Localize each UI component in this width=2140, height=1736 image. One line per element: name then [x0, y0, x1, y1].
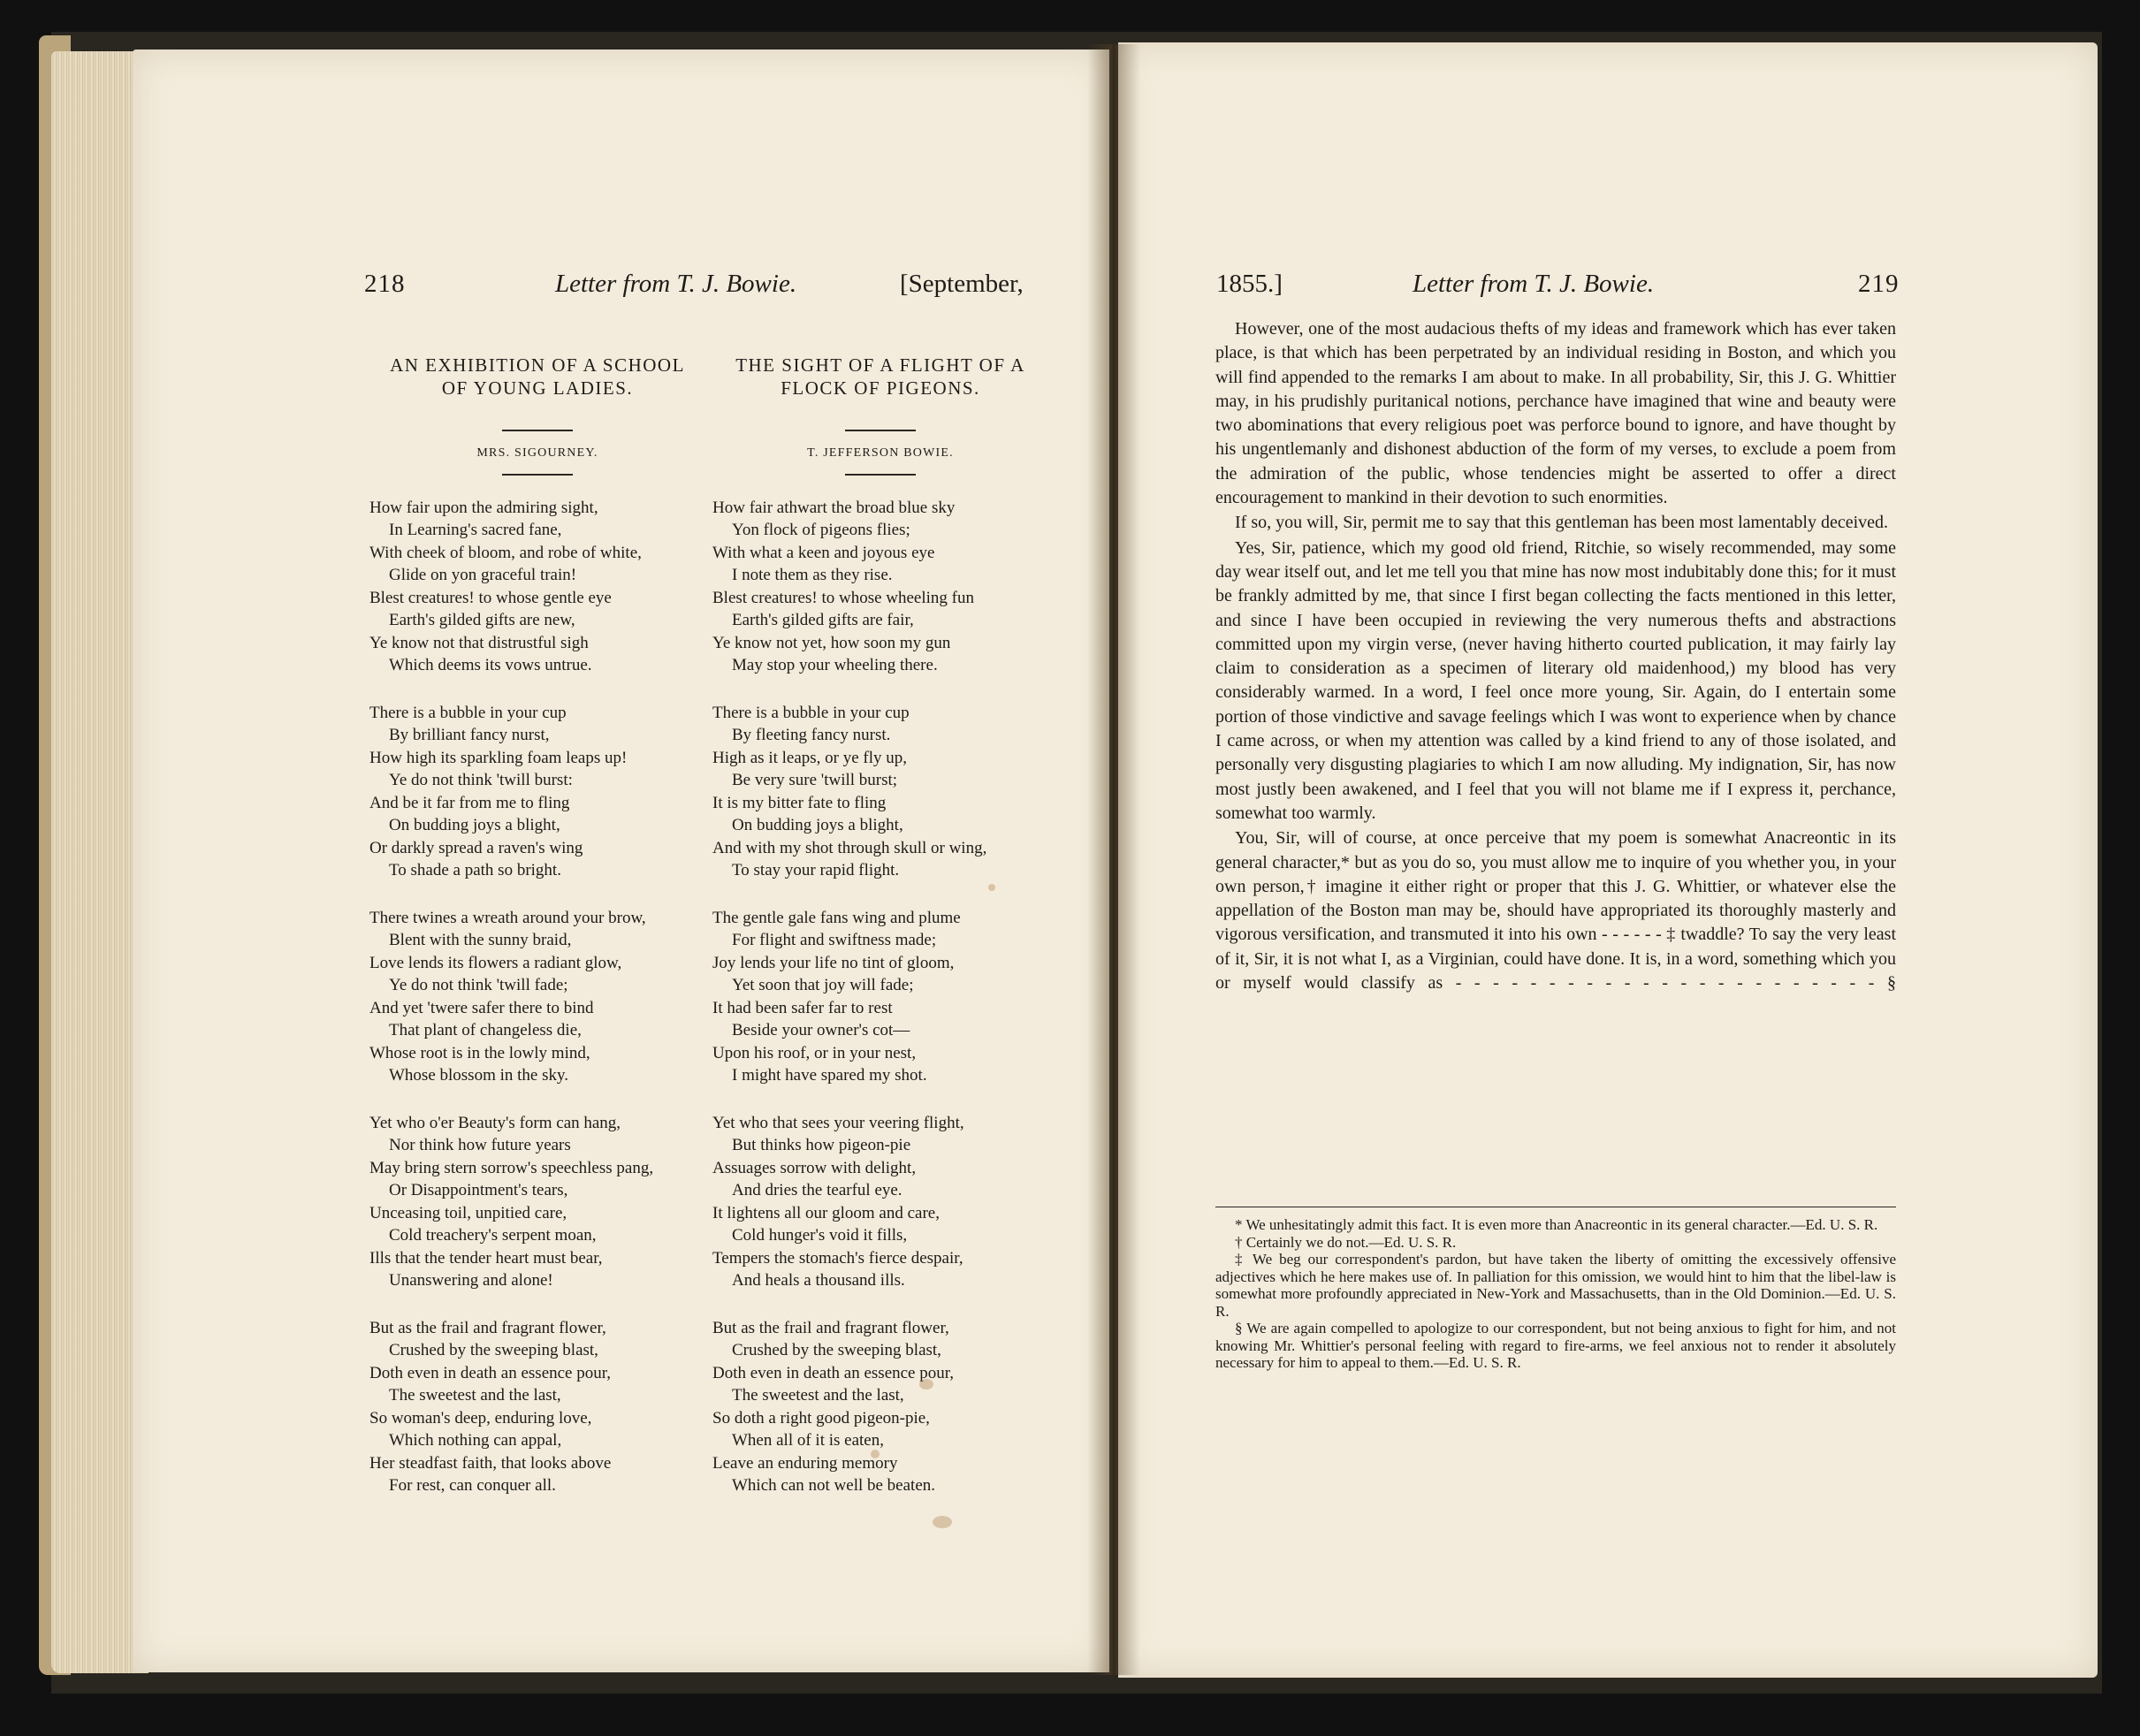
poem-title-line-2: OF YOUNG LADIES. [441, 377, 634, 399]
page-number-right: 219 [1858, 270, 1900, 298]
poem-stanzas [712, 497, 1048, 1497]
stanza [369, 497, 705, 677]
poem-line: When all of it is eaten, [732, 1431, 884, 1450]
poem-bowie [712, 354, 1048, 1522]
poem-line: The gentle gale fans wing and plume [712, 908, 961, 927]
page-number-left: 218 [364, 270, 406, 298]
poem-line: Ye know not yet, how soon my gun [712, 633, 951, 652]
poem-line: Assuages sorrow with delight, [712, 1158, 917, 1177]
poem-line: By fleeting fancy nurst. [732, 726, 891, 744]
footnote: ‡ We beg our correspondent's pardon, but have taken the liberty of omitting the excessively offensive adjectives which he here makes use of. In palliation for this omission, we would hint to him that the libel-law is somewhat more profoundly appreciated in New-York and Massachusetts, than in the Old Dominion.—Ed. U. S. R. [1215, 1251, 1896, 1320]
foxing-spot [919, 1379, 933, 1390]
poem-line: And heals a thousand ills. [732, 1271, 905, 1290]
running-date-left: [September, [900, 270, 1024, 298]
poem-line: Leave an enduring memory [712, 1453, 898, 1473]
poem-line: For flight and swiftness made; [732, 931, 937, 949]
poem-line: To shade a path so bright. [389, 861, 561, 879]
poem-line: To stay your rapid flight. [732, 861, 900, 879]
poem-line: Blent with the sunny braid, [389, 931, 572, 949]
poem-line: The sweetest and the last, [389, 1386, 561, 1405]
poem-line: Or darkly spread a raven's wing [369, 838, 583, 857]
poem-line: And yet 'twere safer there to bind [369, 998, 594, 1017]
poem-line: Ye do not think 'twill burst: [389, 771, 573, 789]
stanza [712, 1317, 1048, 1497]
stanza [369, 907, 705, 1087]
poem-line: High as it leaps, or ye fly up, [712, 748, 908, 767]
poem-line: Her steadfast faith, that looks above [369, 1453, 612, 1473]
poem-line: I note them as they rise. [732, 566, 893, 584]
poem-line: Yet who o'er Beauty's form can hang, [369, 1113, 621, 1132]
poem-line: Which nothing can appal, [389, 1431, 562, 1450]
poem-line: But thinks how pigeon-pie [732, 1136, 911, 1154]
poem-line: Or Disappointment's tears, [389, 1181, 568, 1199]
poem-line: Love lends its flowers a radiant glow, [369, 953, 622, 972]
running-date-right: 1855.] [1216, 270, 1283, 298]
author-rule [845, 474, 916, 476]
poem-stanzas [369, 497, 705, 1497]
poem-line: In Learning's sacred fane, [389, 521, 562, 539]
poem-line: Doth even in death an essence pour, [369, 1363, 612, 1382]
paragraph: You, Sir, will of course, at once perceive that my poem is somewhat Anacreontic in its general character,* but as you do so, you must allow me to inquire of you whether you, in your own person,† imagine it either right or proper that this J. G. Whittier, or whatever else the appellation of the Boston man may be, should have appropriated its thoroughly masterly and vigorous versification, and transmuted it into his own - - - - - - ‡ twaddle? To say the very least of it, Sir, it is not what I, as a Virginian, could have done. It is, in a word, something which you or myself would classify as - - - - - - - - - - - - - - - - - - - - - - - § [1215, 828, 1896, 994]
poem-line: How high its sparkling foam leaps up! [369, 748, 628, 767]
poem-line: Which can not well be beaten. [732, 1476, 936, 1495]
poem-title-line-1: THE SIGHT OF A FLIGHT OF A [735, 354, 1025, 376]
poem-line: There twines a wreath around your brow, [369, 908, 646, 927]
paragraph: If so, you will, Sir, permit me to say that this gentleman has been most lamentably deceived. [1235, 513, 1889, 533]
footnote: § We are again compelled to apologize to our correspondent, but not being anxious to fight for him, and not knowing Mr. Whittier's personal feeling with regard to fire-arms, we feel anxious not to render it absolutely necessary for him to appeal to them.—Ed. U. S. R. [1215, 1320, 1896, 1371]
poem-line: Crushed by the sweeping blast, [732, 1341, 941, 1359]
poem-line: Cold hunger's void it fills, [732, 1226, 908, 1245]
poem-line: Unceasing toil, unpitied care, [369, 1203, 567, 1222]
poem-line: Glide on yon graceful train! [389, 566, 577, 584]
stanza [369, 702, 705, 882]
stanza [369, 1317, 705, 1497]
poem-line: With what a keen and joyous eye [712, 543, 935, 562]
poem-line: Cold treachery's serpent moan, [389, 1226, 597, 1245]
poem-line: Upon his roof, or in your nest, [712, 1043, 917, 1062]
poem-line: So woman's deep, enduring love, [369, 1408, 592, 1428]
author-rule [502, 474, 573, 476]
poem-line: Yon flock of pigeons flies; [732, 521, 910, 539]
poem-line: Blest creatures! to whose wheeling fun [712, 588, 974, 607]
poem-line: The sweetest and the last, [732, 1386, 904, 1405]
poem-line: May bring stern sorrow's speechless pang, [369, 1158, 654, 1177]
poem-line: And be it far from me to fling [369, 793, 570, 812]
poem-line: And dries the tearful eye. [732, 1181, 902, 1199]
poem-line: With cheek of bloom, and robe of white, [369, 543, 642, 562]
poem-line: On budding joys a blight, [389, 816, 560, 834]
poem-line: Yet soon that joy will fade; [732, 976, 914, 994]
poem-line: Ills that the tender heart must bear, [369, 1248, 603, 1268]
stanza [712, 1112, 1048, 1292]
poem-line: But as the frail and fragrant flower, [369, 1318, 606, 1337]
poem-line: Be very sure 'twill burst; [732, 771, 898, 789]
poem-line: Ye do not think 'twill fade; [389, 976, 568, 994]
footnotes [1215, 1216, 1896, 1372]
poem-line: So doth a right good pigeon-pie, [712, 1408, 930, 1428]
poem-line: And with my shot through skull or wing, [712, 838, 987, 857]
poem-line: Whose root is in the lowly mind, [369, 1043, 590, 1062]
running-title-left: Letter from T. J. Bowie. [555, 270, 797, 298]
running-title-right: Letter from T. J. Bowie. [1413, 270, 1655, 298]
paragraph: Yes, Sir, patience, which my good old friend, Ritchie, so wisely recommended, may some day wear itself out, and let me tell you that mine has now most indubitably done this; for it must be frankly admitted by me, that since I first began collecting the facts mentioned in this letter, and since I have been occupied in reviewing the very numerous thefts and abstractions committed upon my virgin verse, (never having hitherto courted publication, it may fairly lay claim to consideration as a specimen of literary old maidenhood,) my blood has very considerably warmed. In a word, I feel once more young, Sir. Again, do I entertain some portion of those vindictive and savage feelings which I was wont to experience when by chance I came across, or when my attention was called by a kind friend to any of those isolated, and personally very disgusting plagiaries to which I am now alluding. My indignation, Sir, has now most justly been awakened, and I feel that you will not blame me if I express it, perchance, somewhat too warmly. [1215, 537, 1896, 823]
poem-line: How fair athwart the broad blue sky [712, 498, 956, 517]
poem-line: That plant of changeless die, [389, 1021, 582, 1039]
poem-author: T. JEFFERSON BOWIE. [807, 446, 954, 460]
book-gutter [1087, 44, 1140, 1675]
stanza [369, 1112, 705, 1292]
poem-line: It lightens all our gloom and care, [712, 1203, 940, 1222]
poem-line: May stop your wheeling there. [732, 656, 938, 674]
stanza [712, 497, 1048, 677]
poem-line: Crushed by the sweeping blast, [389, 1341, 598, 1359]
poem-line: Yet who that sees your veering flight, [712, 1113, 964, 1132]
poem-title-line-2: FLOCK OF PIGEONS. [781, 377, 980, 399]
poem-line: Blest creatures! to whose gentle eye [369, 588, 612, 607]
poem-title-line-1: AN EXHIBITION OF A SCHOOL [390, 354, 685, 376]
foxing-spot [871, 1450, 880, 1458]
poem-line: Earth's gilded gifts are new, [389, 611, 575, 629]
poem-line: There is a bubble in your cup [369, 703, 567, 722]
poem-line: I might have spared my shot. [732, 1066, 927, 1085]
paragraph: However, one of the most audacious thefts of my ideas and framework which has ever taken place, is that which has been perpetrated by an individual residing in Boston, and which you will find appended to the remarks I am about to make. In all probability, Sir, this J. G. Whittier may, in his prudishly puritanical notions, perchance have imagined that wine and beauty were two abominations that every religious poet was perforce bound to ignore, and have thought by his ungentlemanly and dishonest abduction of the form of my verses, to exclude a poem from the admiration of the public, whose tendencies might be asserted to offer a direct encouragement to mankind in their devotion to such enormities. [1215, 319, 1896, 508]
poem-line: Beside your owner's cot— [732, 1021, 910, 1039]
foxing-spot [933, 1516, 952, 1528]
title-rule [845, 430, 916, 431]
title-rule [502, 430, 573, 431]
poem-line: How fair upon the admiring sight, [369, 498, 598, 517]
poem-line: By brilliant fancy nurst, [389, 726, 550, 744]
stanza [712, 907, 1048, 1087]
poem-line: It is my bitter fate to fling [712, 793, 887, 812]
poem-line: But as the frail and fragrant flower, [712, 1318, 949, 1337]
poem-line: Earth's gilded gifts are fair, [732, 611, 914, 629]
foxing-spot [988, 884, 995, 891]
poem-sigourney [369, 354, 705, 1522]
letter-body [1215, 317, 1896, 996]
poem-author: MRS. SIGOURNEY. [476, 446, 598, 460]
poem-line: It had been safer far to rest [712, 998, 893, 1017]
poem-line: Joy lends your life no tint of gloom, [712, 953, 955, 972]
poem-line: There is a bubble in your cup [712, 703, 910, 722]
footnote: * We unhesitatingly admit this fact. It is even more than Anacreontic in its general character.—Ed. U. S. R. [1235, 1216, 1878, 1233]
poem-line: Tempers the stomach's fierce despair, [712, 1248, 963, 1268]
poem-line: On budding joys a blight, [732, 816, 903, 834]
poem-line: For rest, can conquer all. [389, 1476, 556, 1495]
stanza [712, 702, 1048, 882]
poem-line: Nor think how future years [389, 1136, 571, 1154]
poem-line: Unanswering and alone! [389, 1271, 553, 1290]
poem-line: Ye know not that distrustful sigh [369, 633, 589, 652]
poem-line: Whose blossom in the sky. [389, 1066, 569, 1085]
poem-line: Doth even in death an essence pour, [712, 1363, 955, 1382]
poem-line: Which deems its vows untrue. [389, 656, 592, 674]
footnote: † Certainly we do not.—Ed. U. S. R. [1235, 1233, 1457, 1251]
